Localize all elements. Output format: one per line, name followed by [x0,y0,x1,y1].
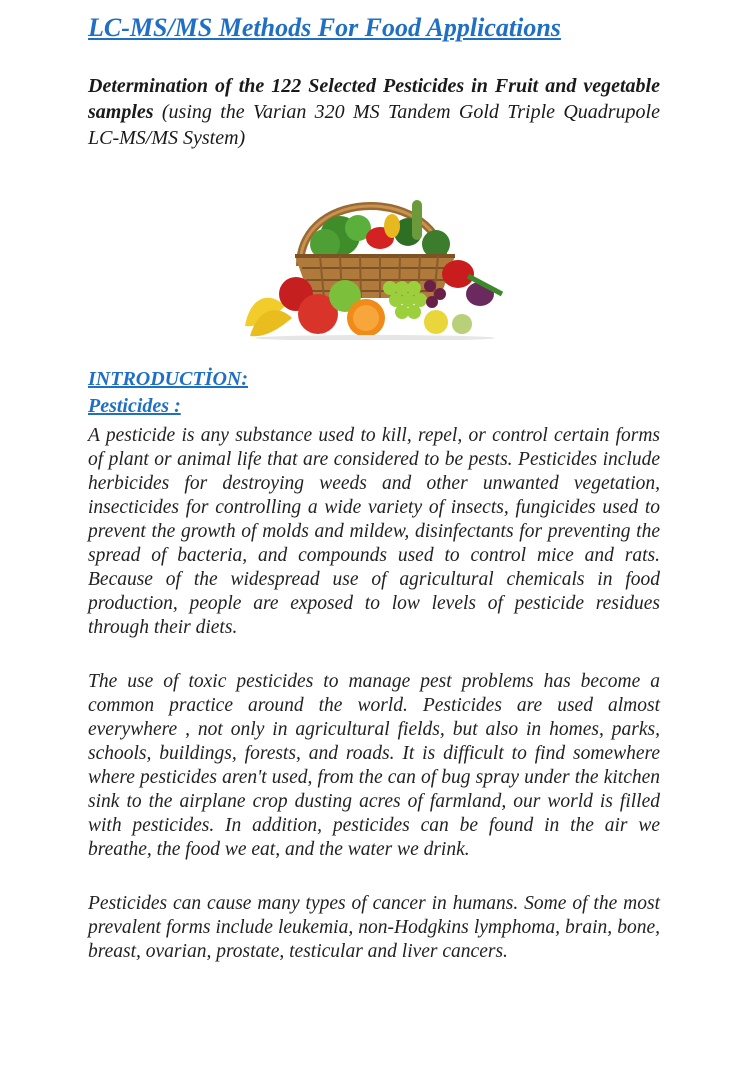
document-title: LC-MS/MS Methods For Food Applications [88,13,561,42]
paragraph-health-effects: Pesticides can cause many types of cancer in humans. Some of the most prevalent forms include leukemia, non-Hodgkins lymphoma, brain, bone, breast, ovarian, prostate, testicular and liver cancers. [88,893,660,962]
subtitle-bold-text: Determination of the 122 Selected Pesticides in Fruit and vegetable samples [88,75,660,123]
fruit-vegetable-basket-icon [240,176,510,340]
pesticides-subheading: Pesticides : [88,395,181,417]
paragraph-definition: A pesticide is any substance used to kill, repel, or control certain forms of plant or animal life that are considered to be pests. Pesticides include herbicides for destroying weeds and other unwanted vegetation, insecticides for controlling a wide variety of insects, fungicides used to prevent the growth of molds and mildew, disinfectants for preventing the spread of bacteria, and compounds used to control mice and rats. Because of the widespread use of agricultural chemicals in food production, people are exposed to low levels of pesticide residues through their diets. [88,425,660,638]
subtitle-detail-text: (using the Varian 320 MS Tandem Gold Triple Quadrupole LC-MS/MS System) [88,101,660,149]
paragraph-usage: The use of toxic pesticides to manage pest problems has become a common practice around the world. Pesticides are used almost everywhere , not only in agricultural fields, but also in homes, parks, schools, buildings, forests, and roads. It is difficult to find somewhere where pesticides aren't used, from the can of bug spray under the kitchen sink to the airplane crop dusting acres of farmland, our world is filled with pesticides. In addition, pesticides can be found in the air we breathe, the food we eat, and the water we drink. [88,671,660,860]
introduction-heading: INTRODUCTİON: [88,368,248,390]
document-subtitle [88,73,660,151]
